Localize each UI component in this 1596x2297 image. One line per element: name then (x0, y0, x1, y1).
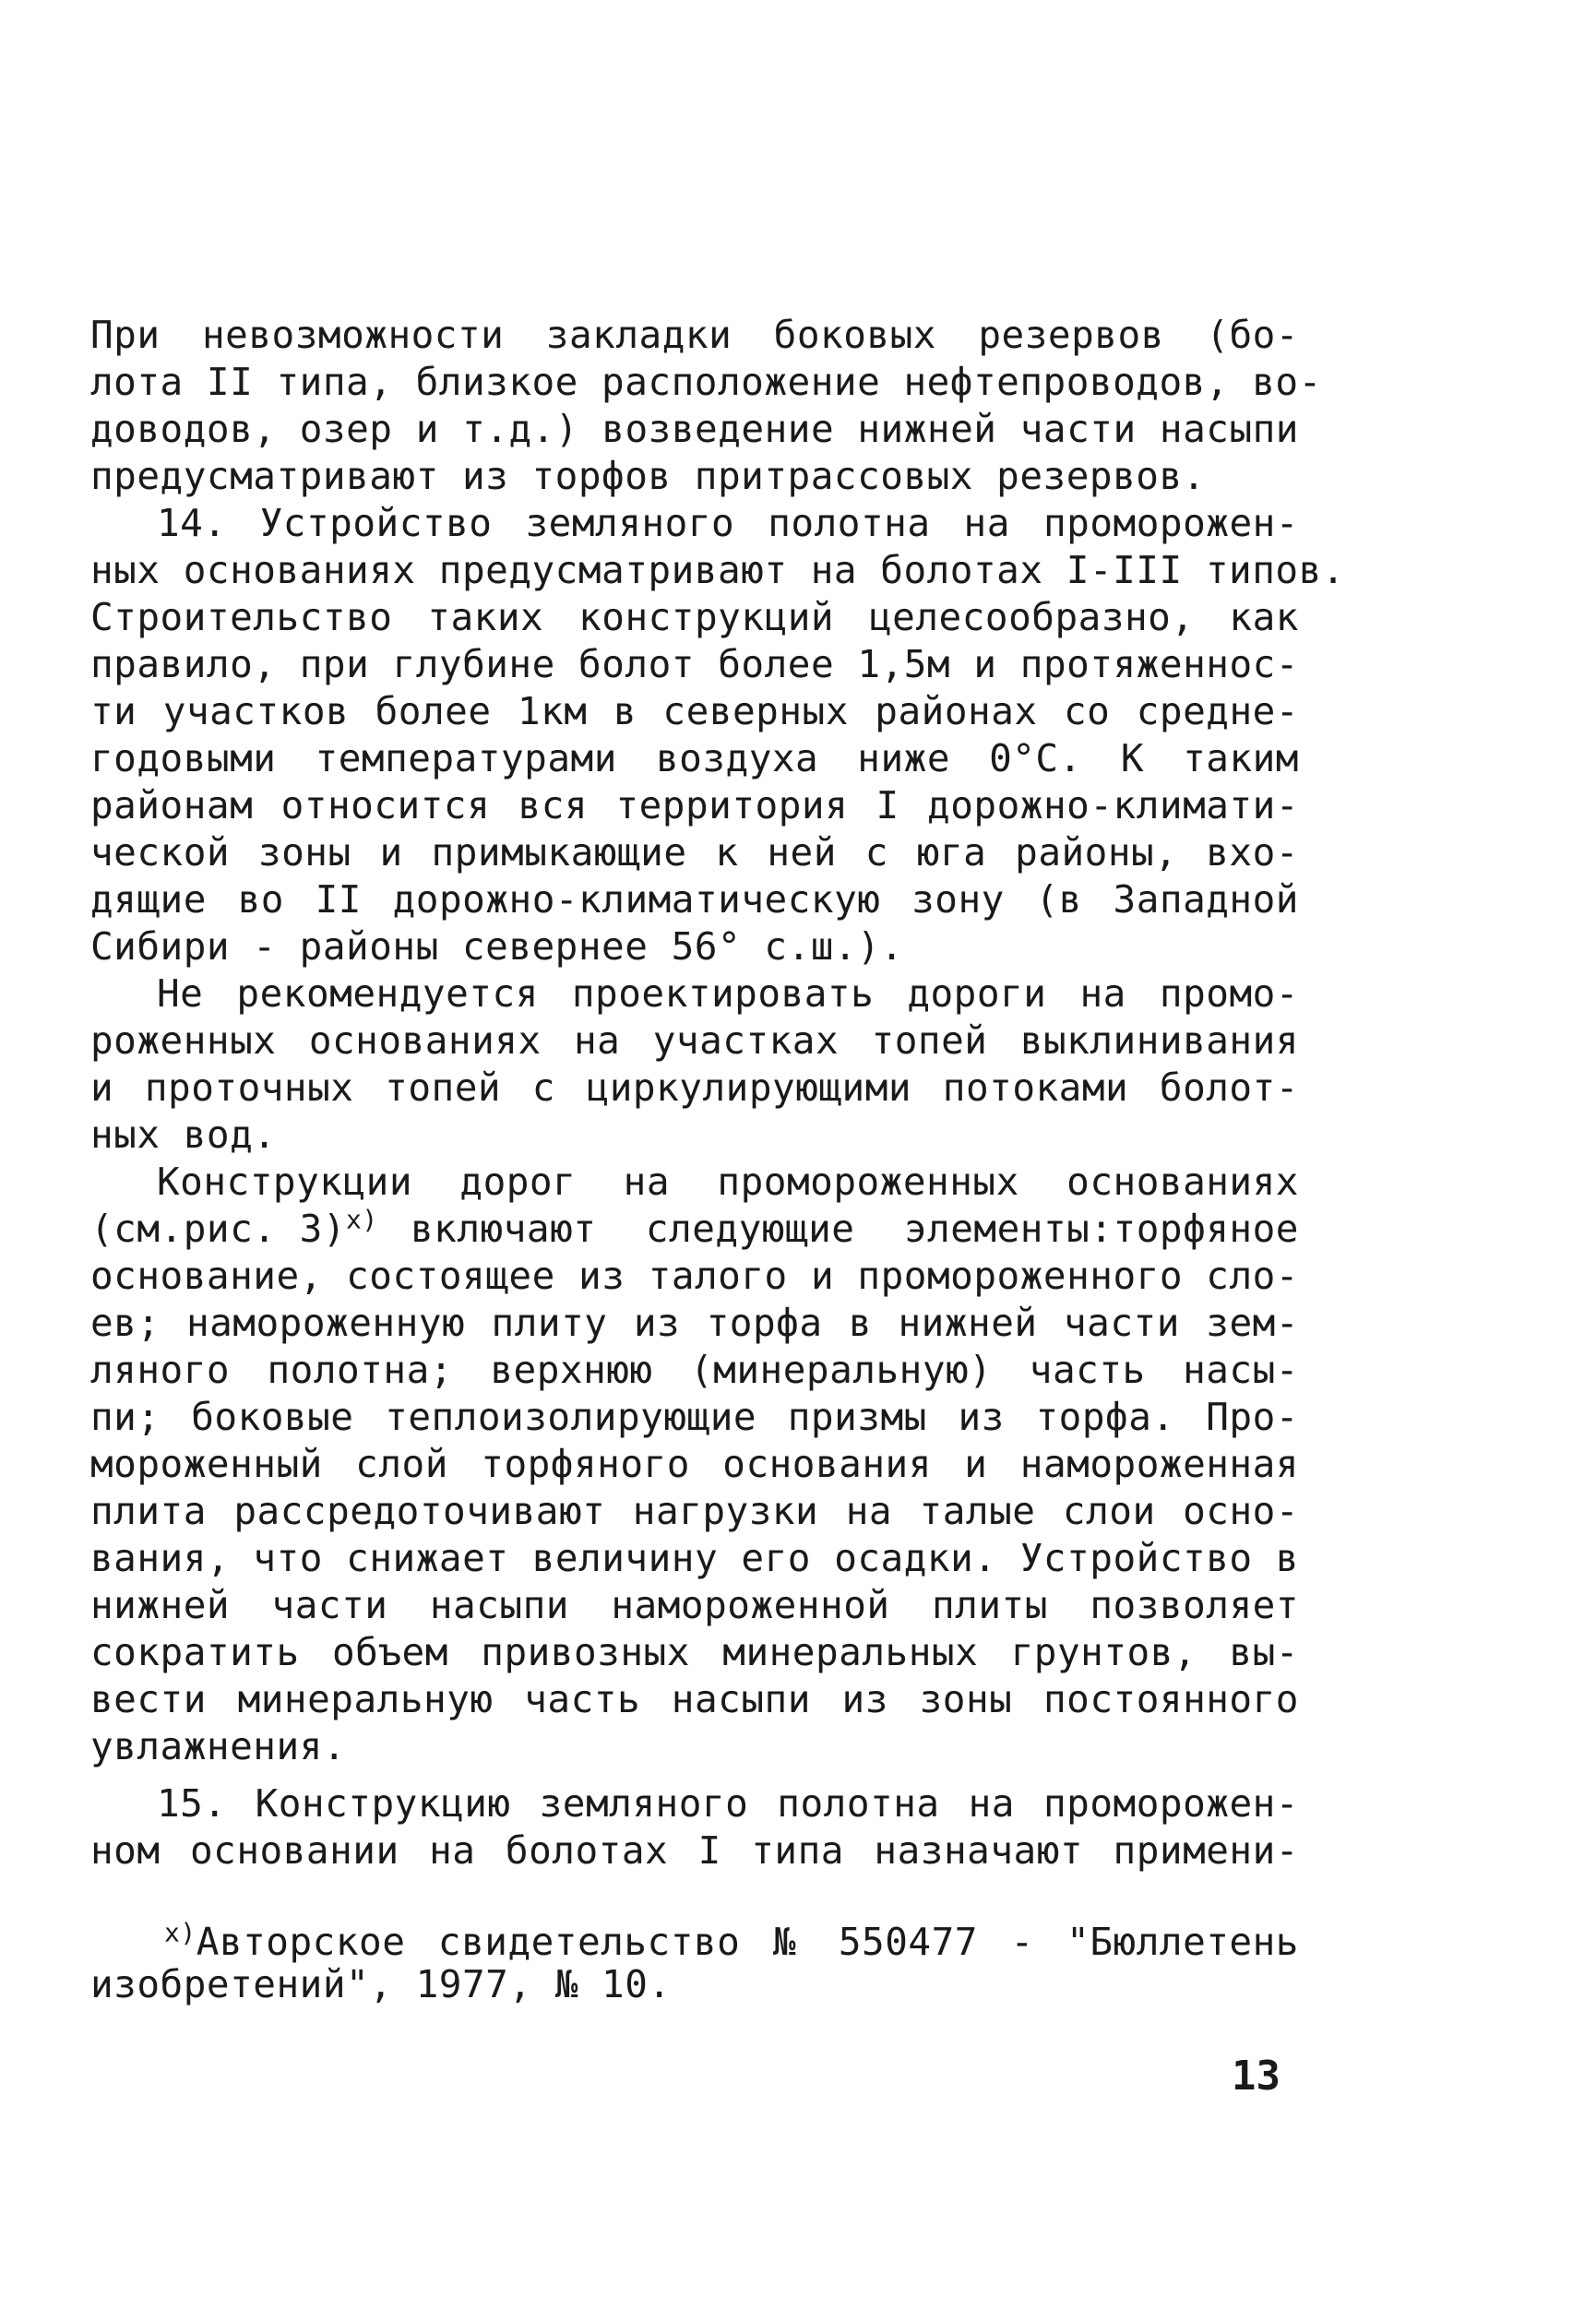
text-line: Строительство таких конструкций целесообразно, как (90, 595, 1299, 639)
text-line: сократить объем привозных минеральных грунтов, вы- (90, 1630, 1299, 1674)
text-line: районам относится вся территория I дорожно-климати- (90, 783, 1299, 827)
text-line: ных вод. (90, 1113, 277, 1157)
footnote-continuation: изобретений", 1977, № 10. (90, 1962, 672, 2006)
text-line: включают следующие элементы:торфяное (411, 1207, 1299, 1251)
text-line: Конструкции дорог на промороженных основаниях (157, 1160, 1299, 1204)
text-line: лота II типа, близкое расположение нефтепроводов, во- (90, 360, 1322, 404)
text-line: При невозможности закладки боковых резервов (бо- (90, 313, 1299, 357)
footnote-mark: x) (164, 1917, 197, 1948)
text-line: увлажнения. (90, 1724, 347, 1768)
text-line: предусматривают из торфов притрассовых резервов. (90, 454, 1206, 498)
text-line: ляного полотна; верхнюю (минеральную) часть насы- (90, 1348, 1299, 1392)
footnote-marker: x) (346, 1204, 378, 1235)
text-line: пи; боковые теплоизолирующие призмы из торфа. Про- (90, 1395, 1299, 1439)
text-line: ческой зоны и примыкающие к ней с юга районы, вхо- (90, 830, 1299, 875)
text-line: правило, при глубине болот более 1,5м и протяженнос- (90, 642, 1299, 686)
text-line: 15. Конструкцию земляного полотна на проморожен- (157, 1781, 1299, 1826)
text-line: дящие во II дорожно-климатическую зону (в Западной (90, 877, 1299, 922)
text-line: ти участков более 1км в северных районах со средне- (90, 689, 1299, 733)
text-line: и проточных топей с циркулирующими потоками болот- (90, 1065, 1299, 1110)
text-line: Не рекомендуется проектировать дороги на промо- (157, 971, 1299, 1016)
text-line: ном основании на болотах I типа назначают примени- (90, 1828, 1299, 1873)
footnote (164, 1919, 1299, 1966)
text-line: нижней части насыпи намороженной плиты позволяет (90, 1583, 1299, 1627)
text-line: роженных основаниях на участках топей выклинивания (90, 1018, 1299, 1063)
text-line (90, 1206, 378, 1253)
text-line: ев; намороженную плиту из торфа в нижней части зем- (90, 1301, 1299, 1345)
text-line: Сибири - районы севернее 56° с.ш.). (90, 924, 904, 969)
text-line: годовыми температурами воздуха ниже 0°С. К таким (90, 736, 1299, 780)
figure-reference: (см.рис. 3) (90, 1207, 347, 1251)
text-line: вания, что снижает величину его осадки. Устройство в (90, 1536, 1299, 1580)
footnote-text: Авторское свидетельство № 550477 - "Бюллетень (196, 1920, 1299, 1964)
text-line: вести минеральную часть насыпи из зоны постоянного (90, 1677, 1299, 1721)
text-line: плита рассредоточивают нагрузки на талые слои осно- (90, 1489, 1299, 1533)
page-number: 13 (1232, 2053, 1280, 2100)
text-line: мороженный слой торфяного основания и намороженная (90, 1442, 1299, 1486)
text-line: доводов, озер и т.д.) возведение нижней части насыпи (90, 407, 1299, 451)
text-line: основание, состоящее из талого и промороженного сло- (90, 1254, 1299, 1298)
text-line: 14. Устройство земляного полотна на проморожен- (157, 501, 1299, 545)
text-line: ных основаниях предусматривают на болотах I-III типов. (90, 548, 1345, 592)
